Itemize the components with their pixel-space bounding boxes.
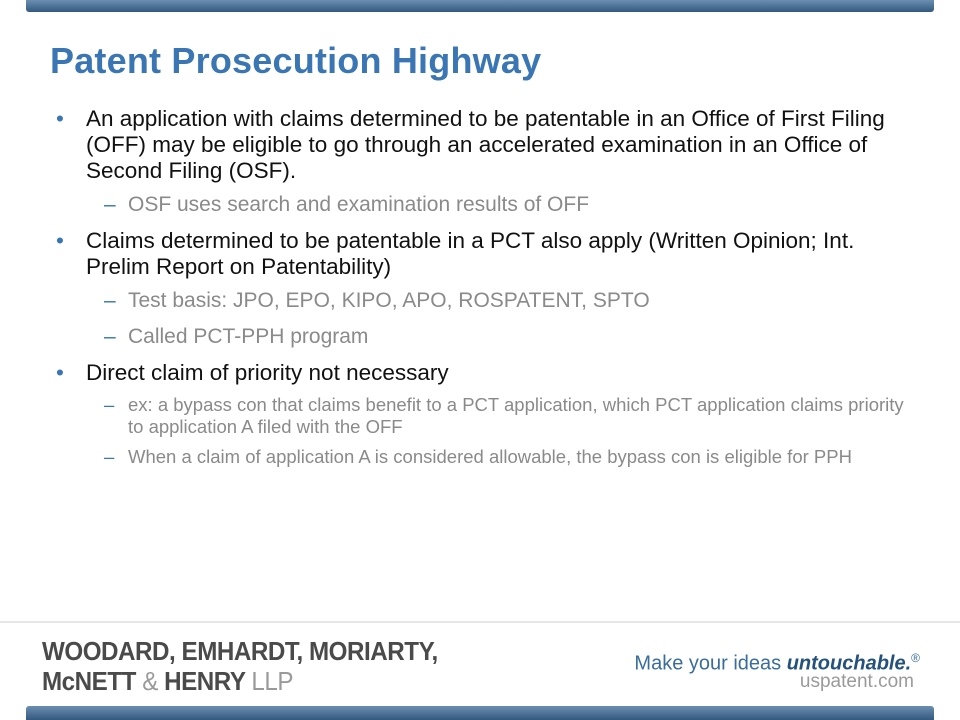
sub-bullet-item [48, 394, 908, 438]
dash-marker: – [104, 289, 116, 312]
firm-name-line2 [42, 666, 438, 696]
firm-name-ampersand: & [142, 666, 158, 696]
sub-bullet-item [48, 446, 908, 468]
slide-title: Patent Prosecution Highway [50, 40, 542, 81]
top-accent-bar [26, 0, 934, 12]
bottom-accent-bar [26, 706, 934, 720]
dash-marker: – [104, 394, 115, 415]
bullet-item [48, 106, 908, 184]
dash-marker: – [104, 193, 116, 216]
sub-bullet-text: Test basis: JPO, EPO, KIPO, APO, ROSPATENT, SPTO [128, 289, 650, 312]
bullet-marker: • [56, 228, 64, 253]
bullet-item [48, 360, 908, 386]
dash-marker: – [104, 325, 116, 348]
firm-name-henry: HENRY [164, 666, 246, 696]
bullet-text: An application with claims determined to be patentable in an Office of First Filing (OFF) may be eligible to go through an accelerated examination in an Office of Second Filing (OSF). [86, 106, 885, 183]
bullet-text: Claims determined to be patentable in a PCT also apply (Written Opinion; Int. Prelim Report on Patentability) [86, 228, 855, 279]
sub-bullet-text: Called PCT-PPH program [128, 325, 369, 348]
dash-marker: – [104, 446, 115, 467]
sub-bullet-text: ex: a bypass con that claims benefit to a PCT application, which PCT application claims priority to application A filed with the OFF [128, 394, 904, 437]
bullet-marker: • [56, 360, 64, 385]
firm-name-llp: LLP [251, 666, 293, 696]
footer-divider [0, 621, 960, 623]
sub-bullet-item [48, 324, 908, 350]
bullet-text: Direct claim of priority not necessary [86, 360, 449, 385]
tagline-prefix: Make your ideas [634, 652, 787, 675]
registered-mark: ® [911, 651, 920, 665]
firm-logo [42, 636, 468, 696]
website-link[interactable]: uspatent.com [799, 671, 914, 692]
bullet-item [48, 228, 908, 280]
sub-bullet-text: When a claim of application A is considered allowable, the bypass con is eligible for PPH [128, 446, 852, 467]
firm-name-line1: WOODARD, EMHARDT, MORIARTY, [42, 636, 438, 666]
sub-bullet-text: OSF uses search and examination results of OFF [128, 193, 590, 216]
sub-bullet-item [48, 288, 908, 314]
sub-bullet-item [48, 192, 908, 218]
firm-name-mcnett: McNETT [42, 666, 136, 696]
slide-body [48, 106, 908, 476]
tagline-emphasis: untouchable. [786, 652, 912, 675]
bullet-marker: • [56, 106, 64, 131]
